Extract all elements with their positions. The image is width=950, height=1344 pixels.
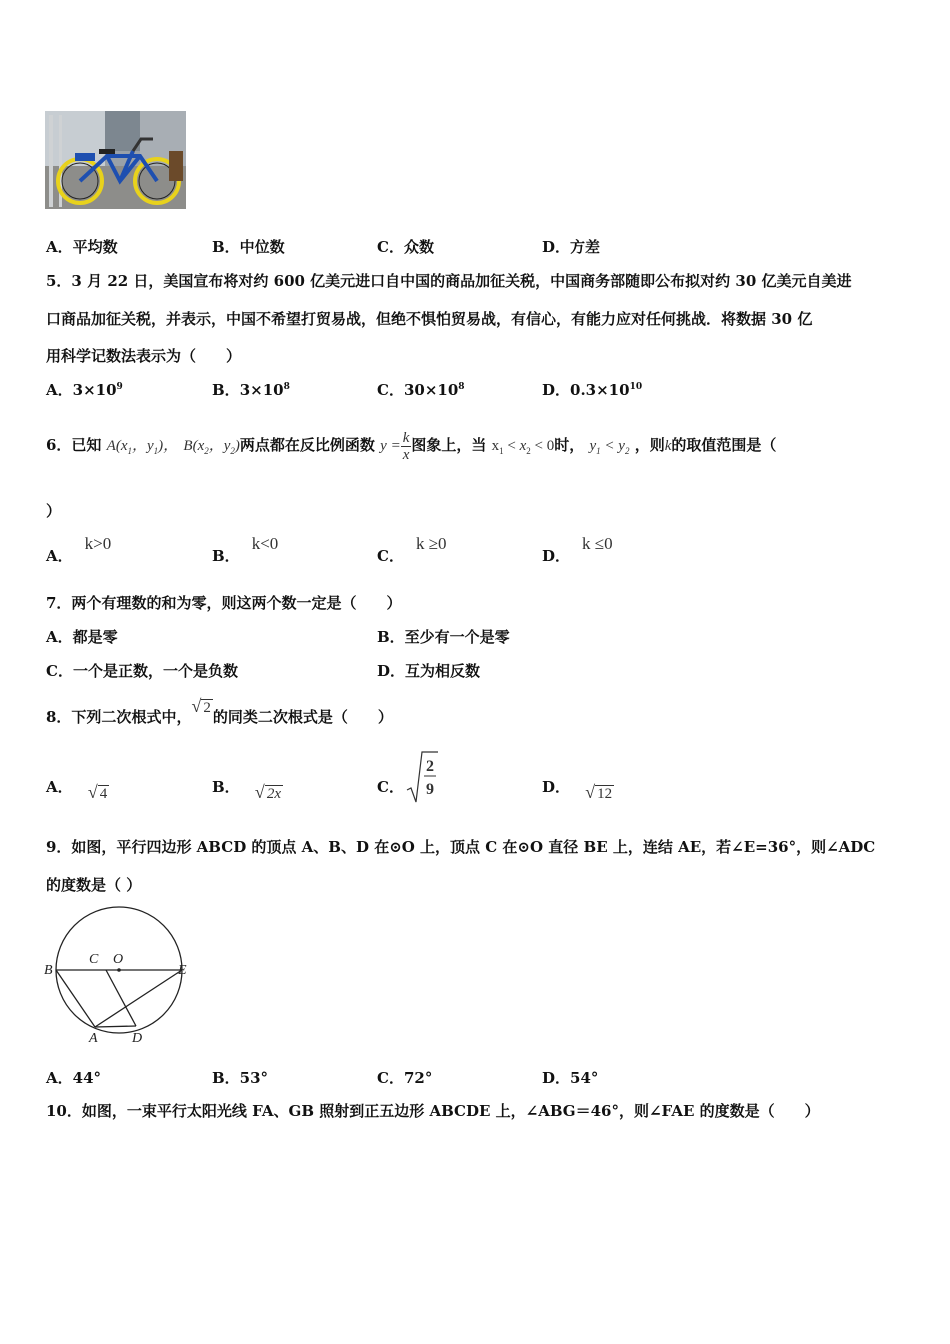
q6-prefix: 6．已知 <box>46 436 102 454</box>
q6-mid: 两点都在反比例函数 <box>239 436 375 454</box>
label-c: C <box>89 952 99 967</box>
sqrt-12: √ 12 <box>585 782 613 802</box>
q5-option-d[interactable] <box>542 379 642 400</box>
q8-stem <box>46 694 393 728</box>
segment-ae <box>95 970 182 1027</box>
segment-ad <box>95 1026 136 1027</box>
q8-stem-pre: 8．下列二次根式中， <box>46 708 192 726</box>
q6-mid2: 图象上，当 <box>411 436 487 454</box>
option-label: B． <box>212 547 240 565</box>
q8-option-d[interactable] <box>542 776 614 802</box>
function-expression: y = <box>380 438 401 454</box>
label-d: D <box>132 1031 143 1046</box>
q5-stem-line2: 口商品加征关税，并表示，中国不希望打贸易战，但绝不惧怕贸易战，有信心，有能力应对任何挑战．将数据 30 亿 <box>46 310 813 328</box>
label-e: E <box>178 963 187 978</box>
q6-suffix: 的取值范围是（ <box>671 436 777 454</box>
option-label: A． <box>46 778 73 796</box>
q9-stem-line1: 9．如图，平行四边形 ABCD 的顶点 A、B、D 在⊙O 上，顶点 C 在⊙O 直径 BE 上，连结 AE，若∠E=36°，则∠ADC <box>46 838 876 856</box>
option-value: k ≥0 <box>415 534 447 553</box>
exponent: 10 <box>629 382 643 392</box>
q6-mid4: ，则 <box>634 436 665 454</box>
option-label: D． <box>542 381 571 399</box>
q9-option-d[interactable]: D．54° <box>542 1069 599 1087</box>
q5-stem-line3: 用科学记数法表示为（ ） <box>46 347 242 365</box>
option-value: 3×10 <box>72 381 117 399</box>
q7-option-a[interactable]: A．都是零 <box>46 628 118 646</box>
option-label: A． <box>46 547 73 565</box>
q9-stem-line2: 的度数是（ ） <box>46 876 142 894</box>
q9-option-b[interactable]: B．53° <box>212 1069 269 1087</box>
exponent: 9 <box>116 382 123 392</box>
option-d[interactable]: D．方差 <box>542 238 601 256</box>
condition-y: $y_1 < y_2$ <box>589 438 630 456</box>
circle-diagram <box>40 905 200 1050</box>
option-value: 30×10 <box>403 381 459 399</box>
q5-option-c[interactable] <box>377 379 465 400</box>
q6-mid3: 时， <box>554 436 585 454</box>
q7-option-c[interactable]: C．一个是正数，一个是负数 <box>46 662 238 680</box>
label-b: B <box>44 963 53 978</box>
fraction-denominator: 9 <box>426 781 434 798</box>
label-a: A <box>89 1031 98 1046</box>
q8-stem-post: 的同类二次根式是（ ） <box>212 708 393 726</box>
option-label: C． <box>377 547 404 565</box>
condition-x: $x_1 < x_2 < 0$ <box>491 438 555 456</box>
point-a: $A(x_1$，$y_1$)， <box>106 438 179 456</box>
bicycle-photo <box>45 111 186 209</box>
q10-stem: 10．如图，一束平行太阳光线 FA、GB 照射到正五边形 ABCDE 上，∠ABG＝46°，则∠FAE 的度数是（ ） <box>46 1102 820 1120</box>
q6-option-b[interactable] <box>212 533 279 565</box>
option-label: D． <box>542 547 571 565</box>
q7-stem: 7．两个有理数的和为零，则这两个数一定是（ ） <box>46 594 402 612</box>
option-label: A． <box>46 381 73 399</box>
q6-option-a[interactable] <box>46 533 112 565</box>
sqrt-2: √ 2 <box>191 696 211 716</box>
option-c[interactable]: C．众数 <box>377 238 434 256</box>
option-value: 0.3×10 <box>570 381 630 399</box>
q5-option-b[interactable] <box>212 379 290 400</box>
q6-option-c[interactable] <box>377 533 447 565</box>
q5-stem-line1: 5．3 月 22 日，美国宣布将对约 600 亿美元进口自中国的商品加征关税，中国商务部随即公布拟对约 30 亿美元自美进 <box>46 272 852 290</box>
option-label: B． <box>212 778 240 796</box>
option-label: D． <box>542 778 571 796</box>
q6-stem <box>46 420 776 470</box>
option-label: C． <box>377 381 404 399</box>
option-value: k<0 <box>251 534 279 553</box>
q9-option-a[interactable]: A．44° <box>46 1069 102 1087</box>
q5-option-a[interactable] <box>46 379 123 400</box>
center-point <box>117 968 121 972</box>
label-o: O <box>113 952 124 967</box>
sqrt-2-over-9 <box>405 750 439 804</box>
point-b: $B(x_2$，$y_2$) <box>183 438 240 456</box>
exponent: 8 <box>283 382 290 392</box>
exponent: 8 <box>458 382 465 392</box>
k-variable: k <box>664 438 672 454</box>
sqrt-2x: √ 2x <box>254 782 281 802</box>
q6-close-paren: ） <box>46 502 62 520</box>
option-value: k ≤0 <box>582 534 613 553</box>
option-b[interactable]: B．中位数 <box>212 238 285 256</box>
option-label: C． <box>377 778 404 796</box>
option-value: k>0 <box>84 534 112 553</box>
q9-option-c[interactable]: C．72° <box>377 1069 433 1087</box>
q8-option-c[interactable] <box>377 758 434 798</box>
fraction-k-over-x: $\frac{k}{x}$ <box>402 429 410 463</box>
q6-option-d[interactable] <box>542 533 613 565</box>
option-label: B． <box>212 381 240 399</box>
q7-option-d[interactable]: D．互为相反数 <box>377 662 481 680</box>
fraction-numerator: 2 <box>426 758 434 775</box>
q8-option-a[interactable] <box>46 776 109 802</box>
sqrt-4: √ 4 <box>87 782 108 802</box>
q7-option-b[interactable]: B．至少有一个是零 <box>377 628 510 646</box>
segment-ba <box>56 970 95 1027</box>
option-a[interactable]: A．平均数 <box>46 238 118 256</box>
option-value: 3×10 <box>239 381 284 399</box>
q8-option-b[interactable] <box>212 776 283 802</box>
